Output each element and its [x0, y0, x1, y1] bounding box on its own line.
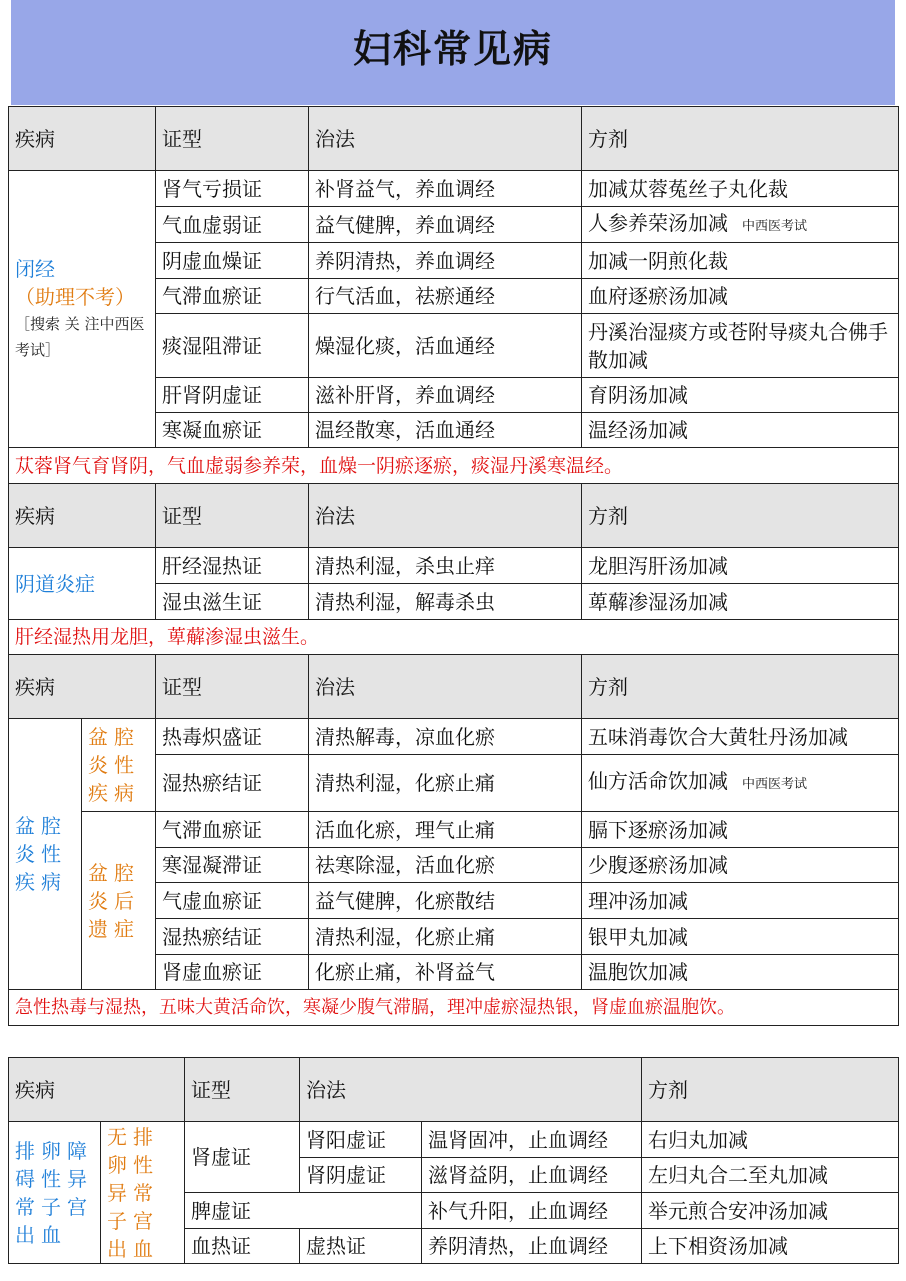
method-cell: 益气健脾，化瘀散结	[309, 883, 582, 919]
subcategory-sequela: 盆腔炎后遗症	[82, 812, 156, 990]
mnemonic-row	[9, 620, 899, 655]
header-syndrome: 证型	[156, 107, 309, 171]
formula-cell: 膈下逐瘀汤加减	[582, 812, 899, 848]
syndrome-cell: 肝肾阴虚证	[156, 378, 309, 413]
table-row	[9, 812, 899, 848]
source-note: 中西医考试	[742, 218, 808, 234]
formula-cell: 龙胆泻肝汤加减	[582, 548, 899, 584]
sub-syndrome-cell: 肾阴虚证	[300, 1158, 422, 1193]
header-method: 治法	[309, 484, 582, 548]
method-cell: 温经散寒，活血通经	[309, 413, 582, 448]
formula-cell: 银甲丸加减	[582, 919, 899, 955]
syndrome-cell: 湿热瘀结证	[156, 755, 309, 812]
header-row	[9, 107, 899, 171]
header-row	[9, 655, 899, 719]
disease-note: （助理不考）	[15, 285, 135, 309]
header-formula: 方剂	[582, 655, 899, 719]
method-cell: 养阴清热，养血调经	[309, 243, 582, 279]
header-formula: 方剂	[582, 107, 899, 171]
formula-cell: 上下相资汤加减	[642, 1229, 899, 1264]
method-cell: 清热利湿，化瘀止痛	[309, 919, 582, 955]
formula-cell: 加减苁蓉菟丝子丸化裁	[582, 171, 899, 207]
method-cell: 祛寒除湿，活血化瘀	[309, 848, 582, 883]
source-note: 中西医考试	[742, 777, 808, 792]
mnemonic-row	[9, 990, 899, 1026]
method-cell: 补气升阳，止血调经	[422, 1193, 642, 1229]
sub-syndrome-cell: 肾阳虚证	[300, 1122, 422, 1158]
header-disease: 疾病	[9, 484, 156, 548]
method-cell: 化瘀止痛，补肾益气	[309, 955, 582, 990]
formula-cell: 血府逐瘀汤加减	[582, 279, 899, 314]
header-method: 治法	[309, 655, 582, 719]
mnemonic-text: 苁蓉肾气育肾阴，气血虚弱参养荣，血燥一阴瘀逐瘀，痰湿丹溪寒温经。	[9, 448, 899, 484]
syndrome-cell: 肝经湿热证	[156, 548, 309, 584]
formula-cell: 丹溪治湿痰方或苍附导痰丸合佛手散加减	[582, 314, 899, 378]
method-cell: 清热利湿，杀虫止痒	[309, 548, 582, 584]
syndrome-cell: 湿虫滋生证	[156, 584, 309, 620]
header-syndrome: 证型	[156, 484, 309, 548]
header-syndrome: 证型	[156, 655, 309, 719]
mnemonic-text: 急性热毒与湿热，五味大黄活命饮，寒凝少腹气滞膈，理冲虚瘀湿热银，肾虚血瘀温胞饮。	[9, 990, 899, 1026]
disease-name: 闭经	[15, 257, 55, 281]
formula-text: 仙方活命饮加减	[588, 769, 728, 793]
method-cell: 益气健脾，养血调经	[309, 207, 582, 243]
watermark-tag: ［搜索 关 注中西医考试］	[15, 315, 145, 359]
formula-cell: 左归丸合二至丸加减	[642, 1158, 899, 1193]
method-cell: 清热利湿，解毒杀虫	[309, 584, 582, 620]
formula-cell	[582, 755, 899, 812]
header-row	[9, 484, 899, 548]
syndrome-cell: 脾虚证	[185, 1193, 422, 1229]
page-title: 妇科常见病	[352, 27, 553, 71]
formula-cell: 五味消毒饮合大黄牡丹汤加减	[582, 719, 899, 755]
formula-cell: 温经汤加减	[582, 413, 899, 448]
formula-text: 人参养荣汤加减	[588, 210, 728, 235]
syndrome-cell: 寒凝血瘀证	[156, 413, 309, 448]
table-row	[9, 1122, 899, 1158]
syndrome-cell: 气滞血瘀证	[156, 279, 309, 314]
method-cell: 温肾固冲，止血调经	[422, 1122, 642, 1158]
header-disease: 疾病	[9, 655, 156, 719]
mnemonic-text: 肝经湿热用龙胆，萆薢渗湿虫滋生。	[9, 620, 899, 655]
table-row	[9, 719, 899, 755]
method-cell: 滋补肝肾，养血调经	[309, 378, 582, 413]
syndrome-cell: 气血虚弱证	[156, 207, 309, 243]
syndrome-cell: 湿热瘀结证	[156, 919, 309, 955]
sub-syndrome-cell: 虚热证	[300, 1229, 422, 1264]
disease-cell	[9, 171, 156, 448]
formula-cell: 萆薢渗湿汤加减	[582, 584, 899, 620]
disease-name: 盆腔炎性疾病	[9, 719, 82, 990]
method-cell: 行气活血，祛瘀通经	[309, 279, 582, 314]
aub-table	[8, 1057, 899, 1264]
method-cell: 活血化瘀，理气止痛	[309, 812, 582, 848]
header-row	[9, 1058, 899, 1122]
method-cell: 补肾益气，养血调经	[309, 171, 582, 207]
syndrome-cell: 肾虚血瘀证	[156, 955, 309, 990]
syndrome-cell: 气虚血瘀证	[156, 883, 309, 919]
header-method: 治法	[300, 1058, 642, 1122]
main-table	[8, 106, 899, 1026]
formula-cell	[582, 207, 899, 243]
formula-cell: 温胞饮加减	[582, 955, 899, 990]
method-cell: 清热利湿，化瘀止痛	[309, 755, 582, 812]
method-cell: 滋肾益阴，止血调经	[422, 1158, 642, 1193]
mnemonic-row	[9, 448, 899, 484]
header-disease: 疾病	[9, 107, 156, 171]
syndrome-cell: 热毒炽盛证	[156, 719, 309, 755]
subcategory: 无排卵性异常子宫出血	[101, 1122, 185, 1264]
formula-cell: 理冲汤加减	[582, 883, 899, 919]
syndrome-cell: 气滞血瘀证	[156, 812, 309, 848]
method-cell: 养阴清热，止血调经	[422, 1229, 642, 1264]
header-method: 治法	[309, 107, 582, 171]
formula-cell: 育阴汤加减	[582, 378, 899, 413]
header-disease: 疾病	[9, 1058, 185, 1122]
disease-name: 阴道炎症	[9, 548, 156, 620]
formula-cell: 少腹逐瘀汤加减	[582, 848, 899, 883]
header-syndrome: 证型	[185, 1058, 300, 1122]
formula-cell: 举元煎合安冲汤加减	[642, 1193, 899, 1229]
syndrome-cell: 肾虚证	[185, 1122, 300, 1193]
syndrome-cell: 肾气亏损证	[156, 171, 309, 207]
formula-cell: 加减一阴煎化裁	[582, 243, 899, 279]
syndrome-cell: 痰湿阻滞证	[156, 314, 309, 378]
method-cell: 燥湿化痰，活血通经	[309, 314, 582, 378]
formula-cell: 右归丸加减	[642, 1122, 899, 1158]
table-row	[9, 548, 899, 584]
syndrome-cell: 血热证	[185, 1229, 300, 1264]
header-formula: 方剂	[642, 1058, 899, 1122]
title-banner	[11, 0, 895, 105]
table-row	[9, 171, 899, 207]
header-formula: 方剂	[582, 484, 899, 548]
syndrome-cell: 寒湿凝滞证	[156, 848, 309, 883]
syndrome-cell: 阴虚血燥证	[156, 243, 309, 279]
subcategory-acute: 盆腔炎性疾病	[82, 719, 156, 812]
method-cell: 清热解毒，凉血化瘀	[309, 719, 582, 755]
disease-name: 排卵障碍性异常子宫出血	[9, 1122, 101, 1264]
